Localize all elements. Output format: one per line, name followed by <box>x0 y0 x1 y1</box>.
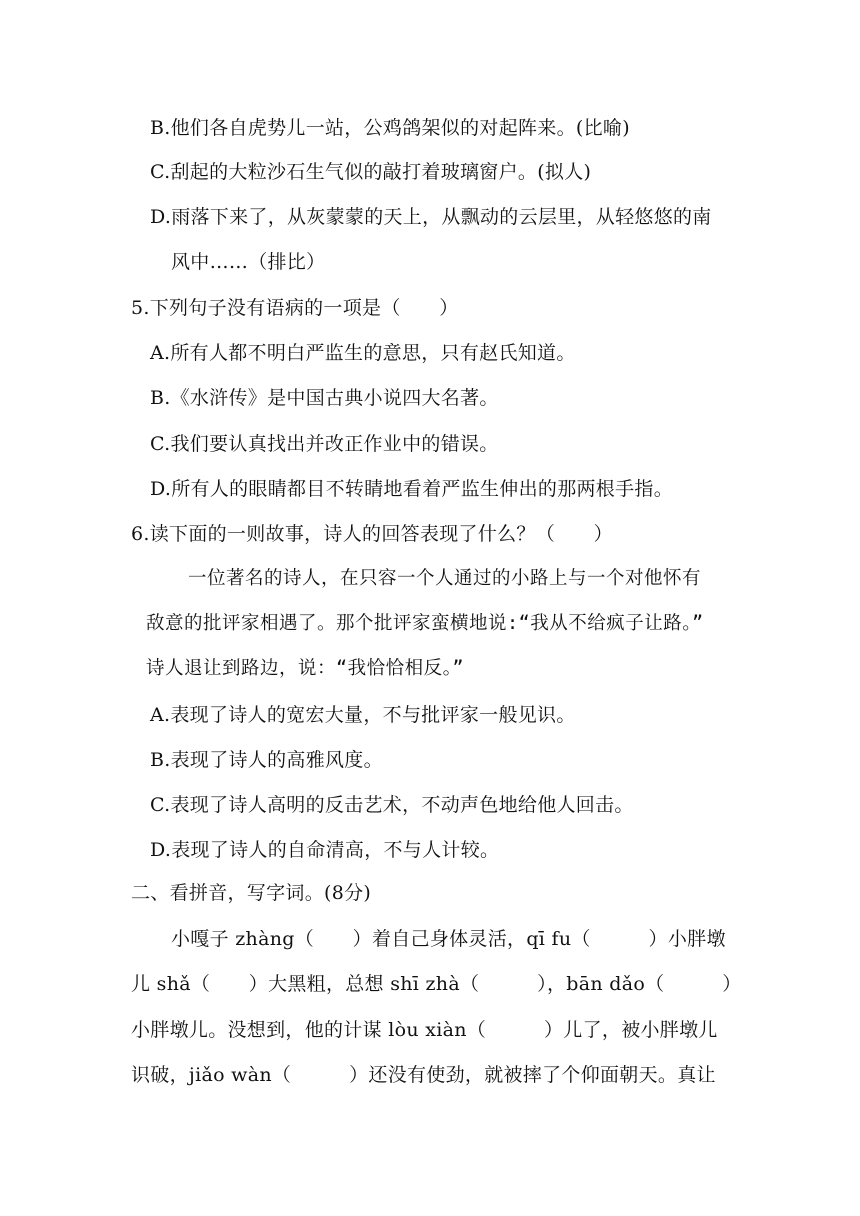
q5-option-d: D.所有人的眼睛都目不转睛地看着严监生伸出的那两根手指。 <box>150 478 673 500</box>
pinyin-paragraph-line3: 小胖墩儿。没想到，他的计谋 lòu xiàn（ ）儿了，被小胖墩儿 <box>131 1019 718 1041</box>
q6-story-line2: 敌意的批评家相遇了。那个批评家蛮横地说:“我从不给疯子让路。” <box>146 613 704 634</box>
q6-story-line1: 一位著名的诗人，在只容一个人通过的小路上与一个对他怀有 <box>188 568 702 589</box>
q4-option-b: B.他们各自虎势儿一站，公鸡鸽架似的对起阵来。(比喻) <box>150 117 630 139</box>
pinyin-paragraph-line1: 小嘎子 zhàng（ ）着自己身体灵活，qī fu（ ）小胖墩 <box>171 928 726 950</box>
q6-option-a: A.表现了诗人的宽宏大量，不与批评家一般见识。 <box>150 704 576 726</box>
q4-option-c: C.刮起的大粒沙石生气似的敲打着玻璃窗户。(拟人) <box>150 161 592 183</box>
q4-option-d-line2: 风中……（排比） <box>171 251 326 273</box>
q4-option-d-line1: D.雨落下来了，从灰蒙蒙的天上，从飘动的云层里，从轻悠悠的南 <box>150 206 712 228</box>
q5-stem: 5.下列句子没有语病的一项是（ ） <box>131 297 459 319</box>
q6-story-line3: 诗人退让到路边，说：“我恰恰相反。” <box>146 658 465 679</box>
pinyin-paragraph-line4: 识破，jiǎo wàn（ ）还没有使劲，就被摔了个仰面朝天。真让 <box>131 1064 716 1086</box>
q6-stem: 6.读下面的一则故事，诗人的回答表现了什么？（ ） <box>131 523 613 545</box>
q5-option-b: B.《水浒传》是中国古典小说四大名著。 <box>150 387 499 409</box>
section2-heading: 二、看拼音，写字词。(8分) <box>131 882 372 904</box>
pinyin-paragraph-line2: 儿 shǎ（ ）大黑粗，总想 shī zhà（ ），bān dǎo（ ） <box>131 973 742 995</box>
q5-option-a: A.所有人都不明白严监生的意思，只有赵氏知道。 <box>150 342 576 364</box>
q6-option-d: D.表现了诗人的自命清高，不与人计较。 <box>150 839 500 861</box>
q5-option-c: C.我们要认真找出并改正作业中的错误。 <box>150 433 499 455</box>
q6-option-c: C.表现了诗人高明的反击艺术，不动声色地给他人回击。 <box>150 794 634 816</box>
q6-option-b: B.表现了诗人的高雅风度。 <box>150 749 383 771</box>
